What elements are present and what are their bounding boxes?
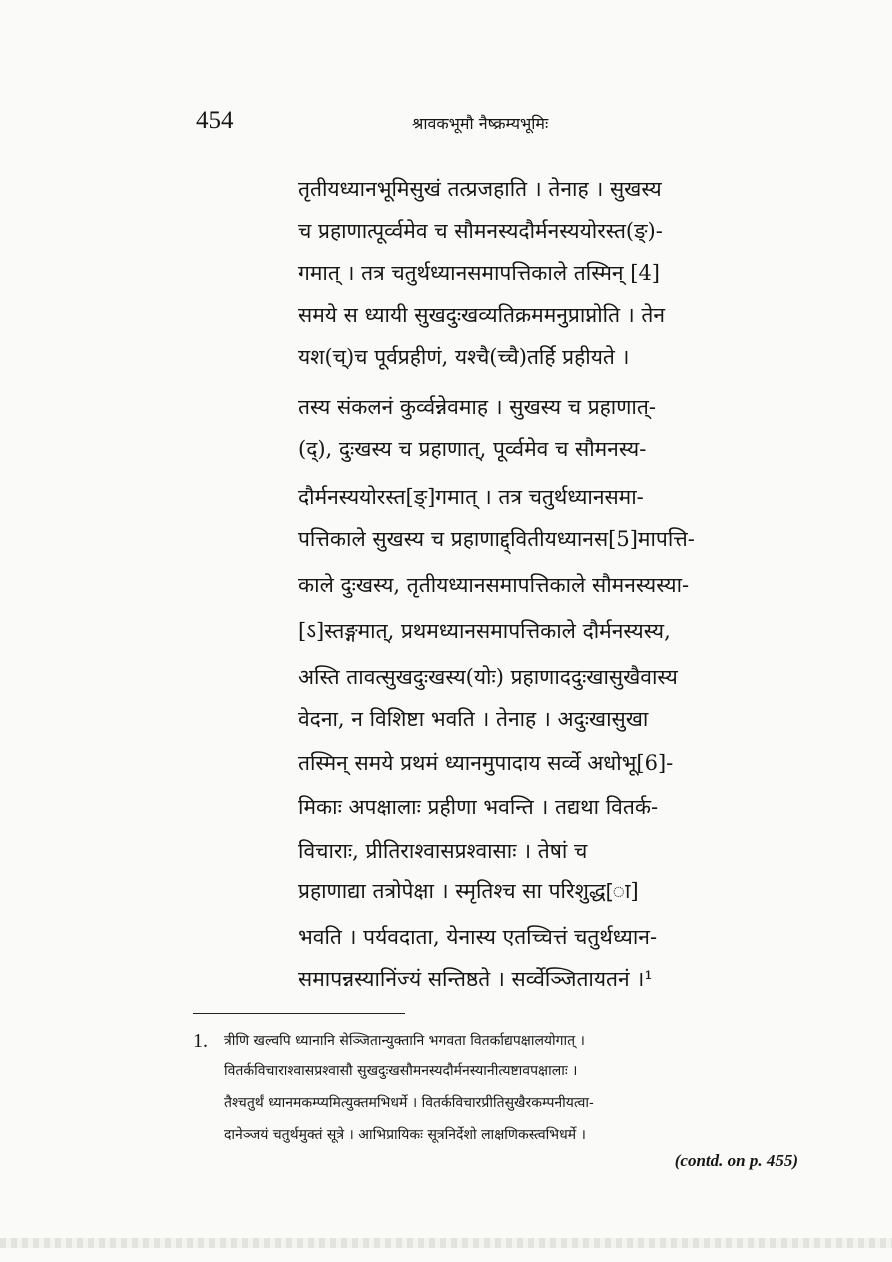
body-line: समापन्नस्यानिंज्यं सन्तिष्ठते । सर्व्वेञ्जितायतनं ।¹	[298, 967, 653, 991]
body-line: विचाराः, प्रीतिराश्वासप्रश्वासाः । तेषां च	[298, 839, 588, 863]
body-line: समये स ध्यायी सुखदुःखव्यतिक्रममनुप्राप्नोति । तेन	[298, 303, 666, 327]
body-line: गमात् । तत्र चतुर्थध्यानसमापत्तिकाले तस्मिन् [4]	[298, 261, 660, 285]
body-line: (द्), दुःखस्य च प्रहाणात्, पूर्व्वमेव च सौमनस्य-	[298, 437, 647, 461]
page-number: 454	[196, 107, 234, 134]
footnote-line: त्रीणि खल्वपि ध्यानानि सेञ्जितान्युक्तानि भगवता वितर्काद्यपक्षालयोगात् ।	[224, 1033, 585, 1049]
page-bottom-edge	[0, 1238, 892, 1248]
body-line: च प्रहाणात्पूर्व्वमेव च सौमनस्यदौर्मनस्ययोरस्त(ङ्)-	[298, 219, 663, 243]
body-line: दौर्मनस्ययोरस्त[ङ्]गमात् । तत्र चतुर्थध्यानसमा-	[298, 485, 644, 509]
body-line: पत्तिकाले सुखस्य च प्रहाणाद्द्वितीयध्यानस[5]मापत्ति-	[298, 527, 695, 551]
body-line: प्रहाणाद्या तत्रोपेक्षा । स्मृतिश्च सा परिशुद्ध[ा]	[298, 879, 639, 903]
body-line: [ऽ]स्तङ्गमात्, प्रथमध्यानसमापत्तिकाले दौर्मनस्यस्य,	[298, 619, 671, 643]
running-head: श्रावकभूमौ नैष्क्रम्यभूमिः	[412, 114, 549, 133]
footnote-divider	[193, 1013, 405, 1014]
body-line: तृतीयध्यानभूमिसुखं तत्प्रजहाति । तेनाह । सुखस्य	[298, 177, 662, 201]
body-line: काले दुःखस्य, तृतीयध्यानसमापत्तिकाले सौमनस्यस्या-	[298, 573, 690, 597]
footnote-line: वितर्कविचाराश्वासप्रश्वासौ सुखदुःखसौमनस्यदौर्मनस्यानीत्यष्टावपक्षालाः ।	[224, 1063, 578, 1079]
footnote-continuation: (contd. on p. 455)	[674, 1151, 798, 1170]
footnote-number: 1.	[193, 1030, 208, 1052]
body-line: तस्य संकलनं कुर्व्वन्नेवमाह । सुखस्य च प्रहाणात्-	[298, 395, 656, 419]
body-line: मिकाः अपक्षालाः प्रहीणा भवन्ति । तद्यथा वितर्क-	[298, 795, 659, 819]
body-line: भवति । पर्यवदाता, येनास्य एतच्चित्तं चतुर्थध्यान-	[298, 925, 658, 949]
body-line: तस्मिन् समये प्रथमं ध्यानमुपादाय सर्व्वे अधोभू[6]-	[298, 751, 674, 775]
body-line: यश(च्)च पूर्वप्रहीणं, यश्चै(च्चै)तर्हि प्रहीयते ।	[298, 345, 630, 369]
footnote-line: तैश्चतुर्थं ध्यानमकम्प्यमित्युक्तमभिधर्मे । वितर्कविचारप्रीतिसुखैरकम्पनीयत्वा-	[224, 1095, 594, 1111]
footnote-line: दानेञ्जयं चतुर्थमुक्तं सूत्रे । आभिप्रायिकः सूत्रनिर्देशो लाक्षणिकस्त्वभिधर्मे ।	[224, 1127, 586, 1143]
body-line: वेदना, न विशिष्टा भवति । तेनाह । अदुःखासुखा	[298, 707, 649, 731]
body-line: अस्ति तावत्सुखदुःखस्य(योः) प्रहाणाददुःखासुखैवास्य	[298, 665, 678, 689]
